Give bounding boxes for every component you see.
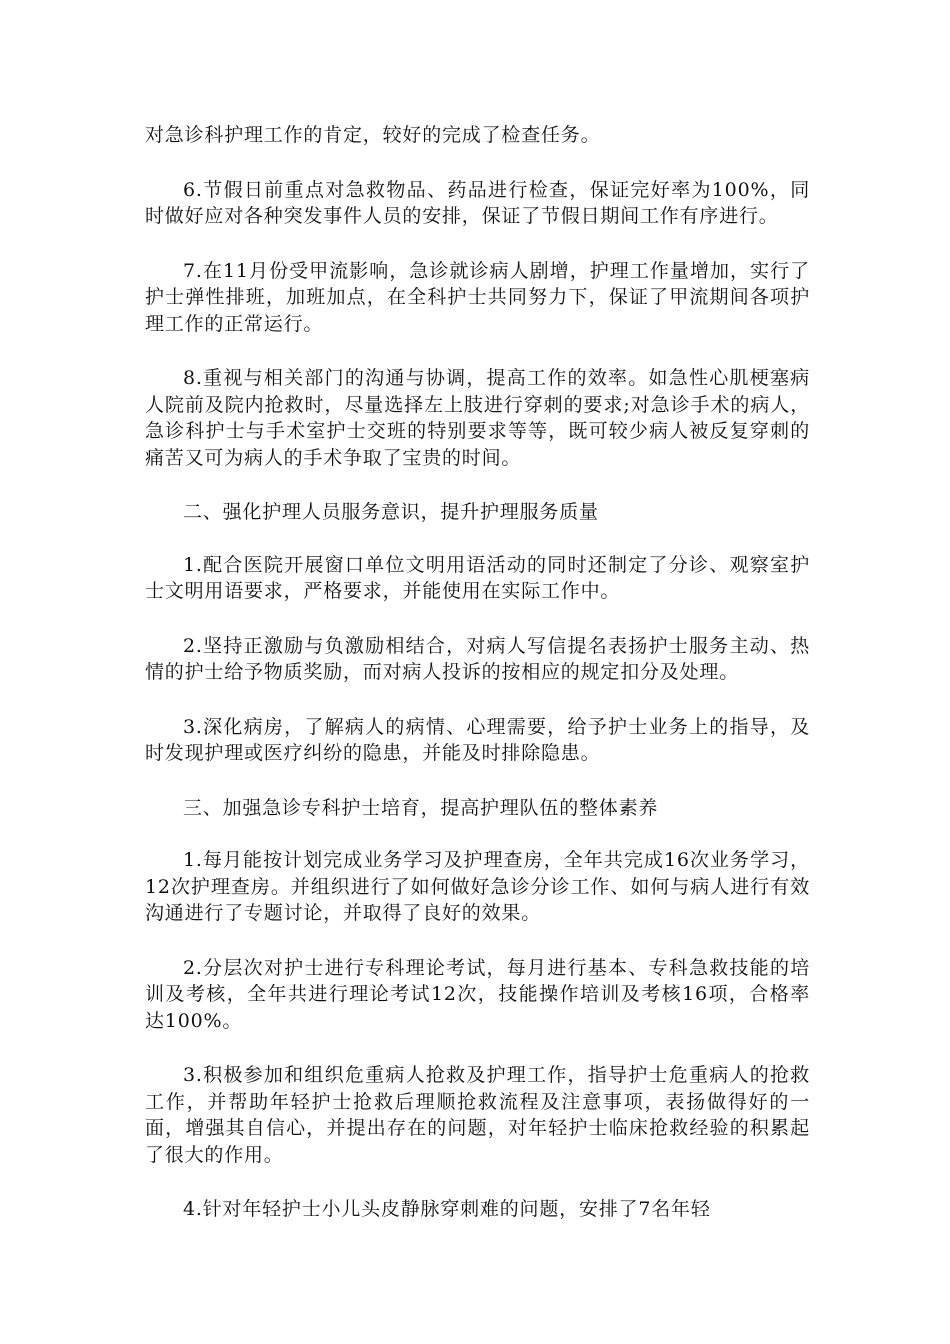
paragraph-continuation: 对急诊科护理工作的肯定，较好的完成了检查任务。	[145, 124, 601, 146]
paragraph-section3-item-1: 1.每月能按计划完成业务学习及护理查房，全年共完成16次业务学习，12次护理查房。并组织进行了如何做好急诊分诊工作、如何与病人进行有效沟通进行了专题讨论，并取得了良好的效果。	[145, 849, 810, 924]
paragraph-section2-item-2: 2.坚持正激励与负激励相结合，对病人写信提名表扬护士服务主动、热情的护士给予物质奖励，而对病人投诉的按相应的规定扣分及处理。	[145, 634, 810, 683]
section-heading-2: 二、强化护理人员服务意识，提升护理服务质量	[183, 501, 599, 523]
section-heading-3: 三、加强急诊专科护士培育，提高护理队伍的整体素养	[183, 796, 659, 819]
paragraph-section3-item-3: 3.积极参加和组织危重病人抢救及护理工作，指导护士危重病人的抢救工作，并帮助年轻护士抢救后理顺抢救流程及注意事项，表扬做得好的一面，增强其自信心，并提出存在的问题，对年轻护士临床抢救经验的积累起了很大的作用。	[145, 1064, 810, 1166]
paragraph-item-7: 7.在11月份受甲流影响，急诊就诊病人剧增，护理工作量增加，实行了护士弹性排班，加班加点，在全科护士共同努力下，保证了甲流期间各项护理工作的正常运行。	[145, 259, 810, 335]
paragraph-section2-item-1: 1.配合医院开展窗口单位文明用语活动的同时还制定了分诊、观察室护士文明用语要求，严格要求，并能使用在实际工作中。	[145, 553, 810, 602]
document-body	[145, 122, 810, 1251]
paragraph-section3-item-2: 2.分层次对护士进行专科理论考试，每月进行基本、专科急救技能的培训及考核，全年共进行理论考试12次，技能操作培训及考核16项，合格率达100%。	[145, 956, 810, 1032]
paragraph-section2-item-3: 3.深化病房，了解病人的病情、心理需要，给予护士业务上的指导，及时发现护理或医疗纠纷的隐患，并能及时排除隐患。	[145, 715, 810, 764]
paragraph-item-8: 8.重视与相关部门的沟通与协调，提高工作的效率。如急性心肌梗塞病人院前及院内抢救时，尽量选择左上肢进行穿刺的要求;对急诊手术的病人，急诊科护士与手术室护士交班的特别要求等等，既可较少病人被反复穿刺的痛苦又可为病人的手术争取了宝贵的时间。	[145, 367, 810, 469]
paragraph-section3-item-4: 4.针对年轻护士小儿头皮静脉穿刺难的问题，安排了7名年轻	[183, 1198, 711, 1220]
paragraph-item-6: 6.节假日前重点对急救物品、药品进行检查，保证完好率为100%，同时做好应对各种突发事件人员的安排，保证了节假日期间工作有序进行。	[145, 178, 810, 227]
